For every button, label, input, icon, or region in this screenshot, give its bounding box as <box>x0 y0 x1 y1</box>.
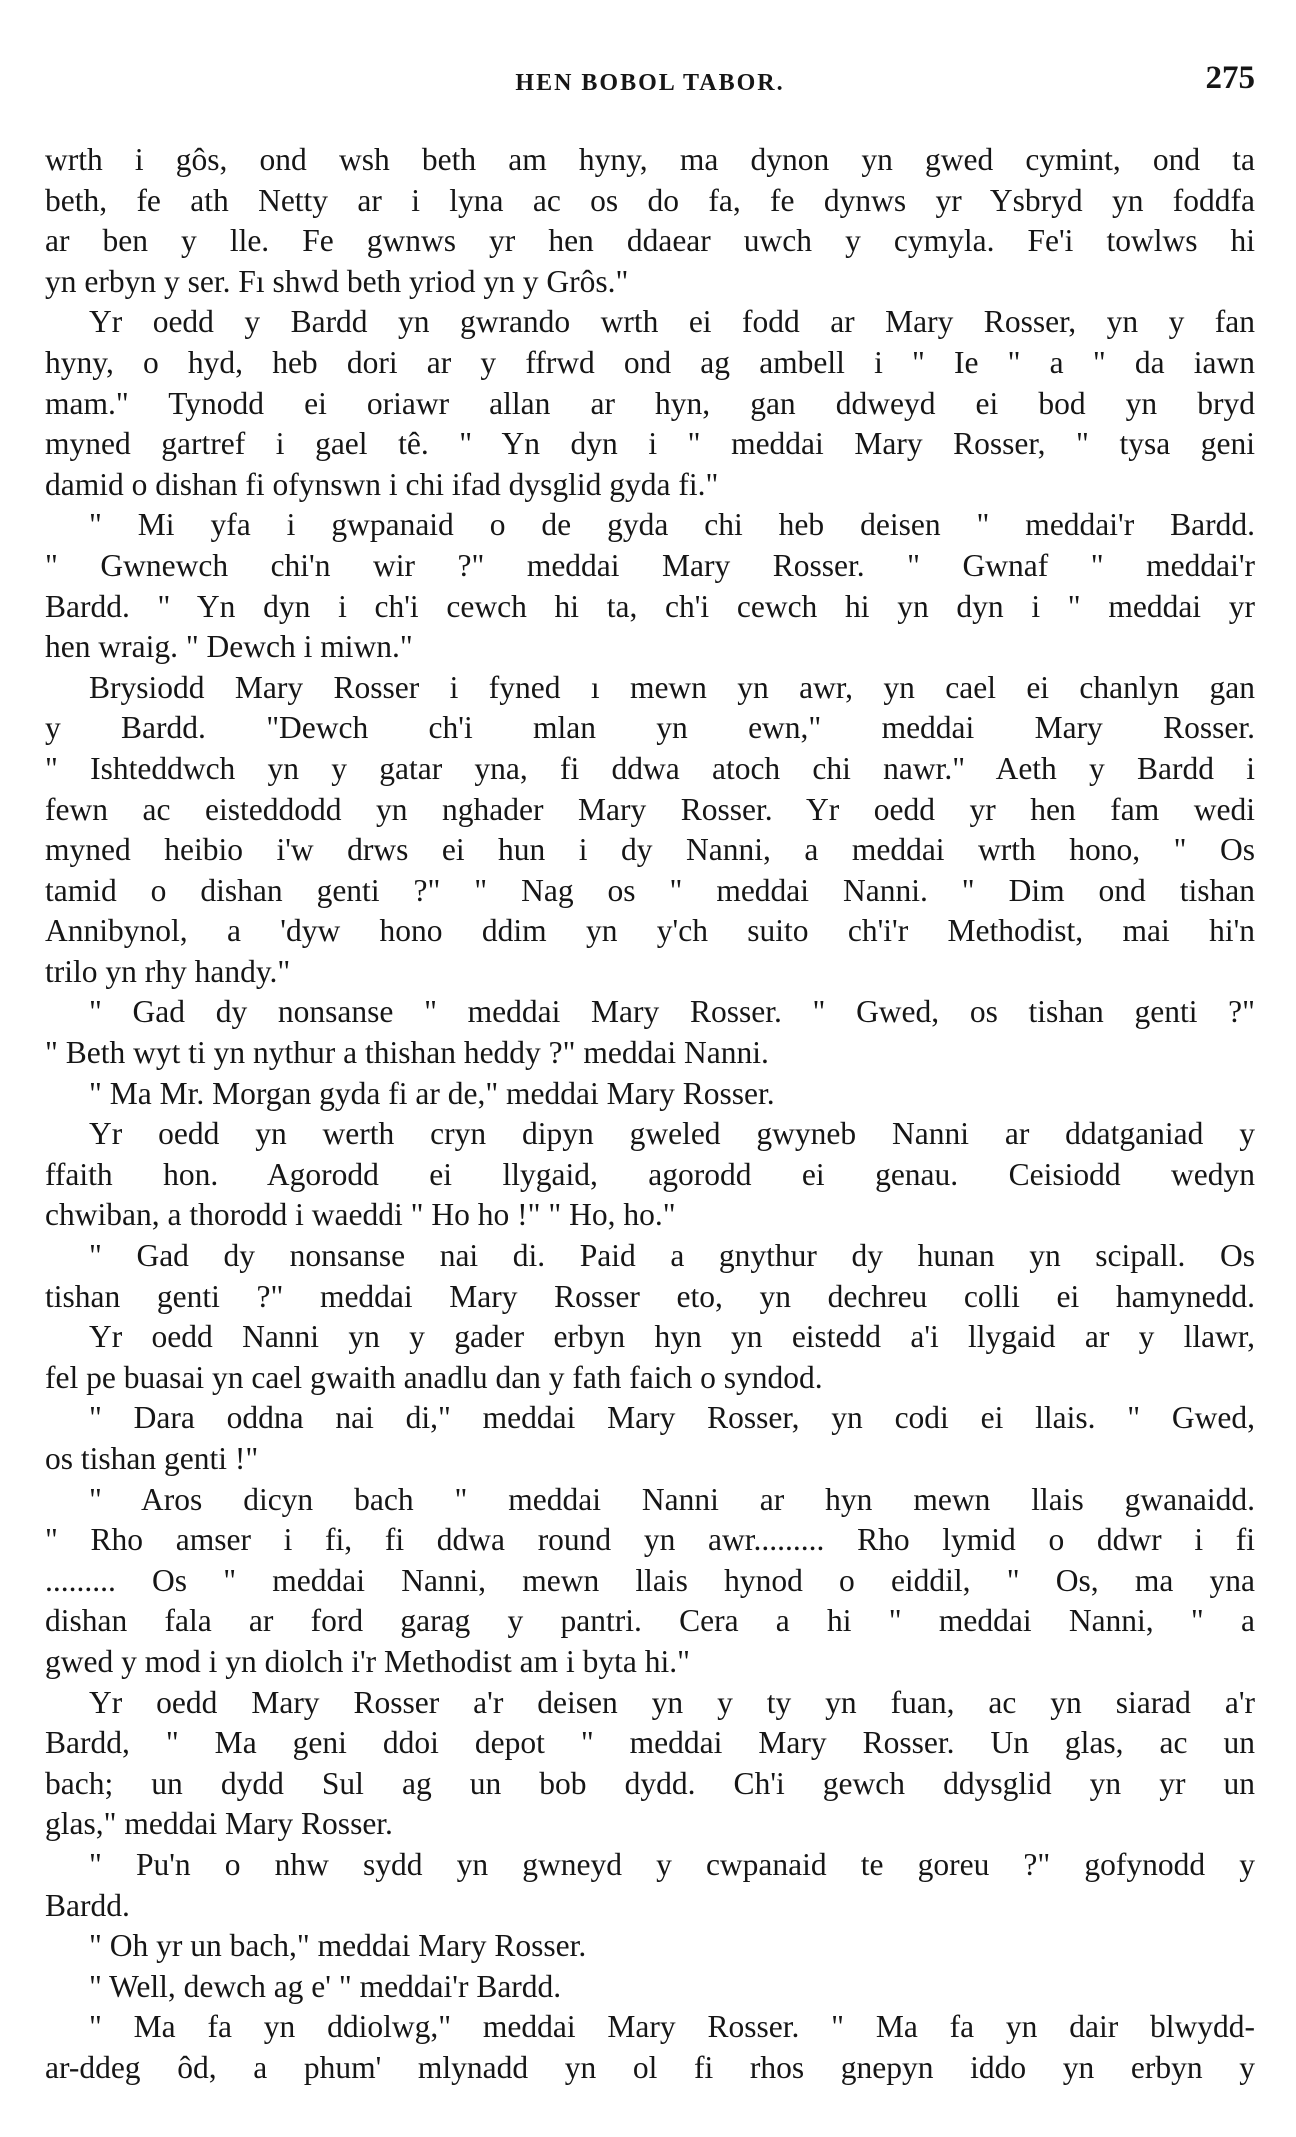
text-line: " Well, dewch ag e' " meddai'r Bardd. <box>89 1968 562 2004</box>
text-line: Yr oedd Mary Rosser a'r deisen yn y ty yn fuan, ac yn siarad a'r <box>89 1684 1255 1720</box>
text-line: beth, fe ath Netty ar i lyna ac os do fa, fe dynws yr Ysbryd yn foddfa <box>45 182 1255 218</box>
text-line: ......... Os " meddai Nanni, mewn llais hynod o eiddil, " Os, ma yna <box>45 1562 1255 1598</box>
page-body-text <box>45 140 1255 2089</box>
text-line: " Gwnewch chi'n wir ?" meddai Mary Rosser. " Gwnaf " meddai'r <box>45 547 1255 583</box>
text-line: ffaith hon. Agorodd ei llygaid, agorodd ei genau. Ceisiodd wedyn <box>45 1156 1255 1192</box>
text-line: " Beth wyt ti yn nythur a thishan heddy ?" meddai Nanni. <box>45 1035 769 1071</box>
text-line: tamid o dishan genti ?" " Nag os " meddai Nanni. " Dim ond tishan <box>45 872 1255 908</box>
text-line: " Pu'n o nhw sydd yn gwneyd y cwpanaid te goreu ?" gofynodd y <box>89 1846 1255 1882</box>
text-line: yn erbyn y ser. Fı shwd beth yriod yn y Grôs." <box>45 263 629 299</box>
text-line: Yr oedd yn werth cryn dipyn gweled gwyneb Nanni ar ddatganiad y <box>89 1116 1255 1152</box>
text-line: " Rho amser i fi, fi ddwa round yn awr......... Rho lymid o ddwr i fi <box>45 1522 1255 1558</box>
text-line: bach; un dydd Sul ag un bob dydd. Ch'i gewch ddysglid yn yr un <box>45 1765 1255 1801</box>
text-line: Brysiodd Mary Rosser i fyned ı mewn yn awr, yn cael ei chanlyn gan <box>89 669 1255 705</box>
text-line: glas," meddai Mary Rosser. <box>45 1806 393 1842</box>
text-line: mam." Tynodd ei oriawr allan ar hyn, gan ddweyd ei bod yn bryd <box>45 385 1255 421</box>
text-line: y Bardd. "Dewch ch'i mlan yn ewn," meddai Mary Rosser. <box>45 710 1255 746</box>
text-line: Bardd. <box>45 1887 130 1923</box>
text-line: " Gad dy nonsanse " meddai Mary Rosser. " Gwed, os tishan genti ?" <box>89 994 1255 1030</box>
text-line: myned heibio i'w drws ei hun i dy Nanni, a meddai wrth hono, " Os <box>45 832 1255 868</box>
text-line: " Gad dy nonsanse nai di. Paid a gnythur dy hunan yn scipall. Os <box>89 1238 1255 1274</box>
text-line: Bardd. " Yn dyn i ch'i cewch hi ta, ch'i cewch hi yn dyn i " meddai yr <box>45 588 1255 624</box>
text-line: ar ben y lle. Fe gwnws yr hen ddaear uwch y cymyla. Fe'i towlws hi <box>45 223 1255 259</box>
text-line: hyny, o hyd, heb dori ar y ffrwd ond ag ambell i " Ie " a " da iawn <box>45 344 1255 380</box>
text-line: Yr oedd Nanni yn y gader erbyn hyn yn eistedd a'i llygaid ar y llawr, <box>89 1319 1255 1355</box>
text-line: chwiban, a thorodd i waeddi " Ho ho !" " Ho, ho." <box>45 1197 676 1233</box>
text-line: myned gartref i gael tê. " Yn dyn i " meddai Mary Rosser, " tysa geni <box>45 426 1255 462</box>
text-line: trilo yn rhy handy." <box>45 953 291 989</box>
text-line: wrth i gôs, ond wsh beth am hyny, ma dynon yn gwed cymint, ond ta <box>45 142 1255 177</box>
text-line: " Aros dicyn bach " meddai Nanni ar hyn mewn llais gwanaidd. <box>89 1481 1255 1517</box>
text-line: os tishan genti !" <box>45 1441 259 1476</box>
text-line: tishan genti ?" meddai Mary Rosser eto, yn dechreu colli ei hamynedd. <box>45 1278 1255 1314</box>
text-line: " Ma fa yn ddiolwg," meddai Mary Rosser. " Ma fa yn dair blwydd- <box>89 2009 1255 2045</box>
text-line: dishan fala ar ford garag y pantri. Cera a hi " meddai Nanni, " a <box>45 1603 1255 1639</box>
text-line: damid o dishan fi ofynswn i chi ifad dysglid gyda fi." <box>45 466 719 502</box>
page-number: 275 <box>1205 60 1255 96</box>
text-line: Bardd, " Ma geni ddoi depot " meddai Mary Rosser. Un glas, ac un <box>45 1725 1255 1761</box>
running-head: HEN BOBOL TABOR. <box>515 70 785 96</box>
text-line: " Mi yfa i gwpanaid o de gyda chi heb deisen " meddai'r Bardd. <box>89 507 1255 543</box>
text-line: fel pe buasai yn cael gwaith anadlu dan y fath faich o syndod. <box>45 1359 823 1395</box>
text-line: " Ma Mr. Morgan gyda fi ar de," meddai Mary Rosser. <box>89 1075 775 1111</box>
text-line: " Dara oddna nai di," meddai Mary Rosser, yn codi ei llais. " Gwed, <box>89 1400 1255 1436</box>
page-header <box>45 60 1255 110</box>
text-line: " Ishteddwch yn y gatar yna, fi ddwa atoch chi nawr." Aeth y Bardd i <box>45 750 1255 786</box>
text-line: hen wraig. " Dewch i miwn." <box>45 629 413 665</box>
text-line: ar-ddeg ôd, a phum' mlynadd yn ol fi rhos gnepyn iddo yn erbyn y <box>45 2049 1255 2085</box>
text-line: Annibynol, a 'dyw hono ddim yn y'ch suito ch'i'r Methodist, mai hi'n <box>45 913 1255 949</box>
text-line: Yr oedd y Bardd yn gwrando wrth ei fodd ar Mary Rosser, yn y fan <box>89 304 1255 340</box>
text-line: " Oh yr un bach," meddai Mary Rosser. <box>89 1928 587 1964</box>
text-line: gwed y mod i yn diolch i'r Methodist am i byta hi." <box>45 1643 690 1679</box>
text-line: fewn ac eisteddodd yn nghader Mary Rosser. Yr oedd yr hen fam wedi <box>45 791 1255 827</box>
